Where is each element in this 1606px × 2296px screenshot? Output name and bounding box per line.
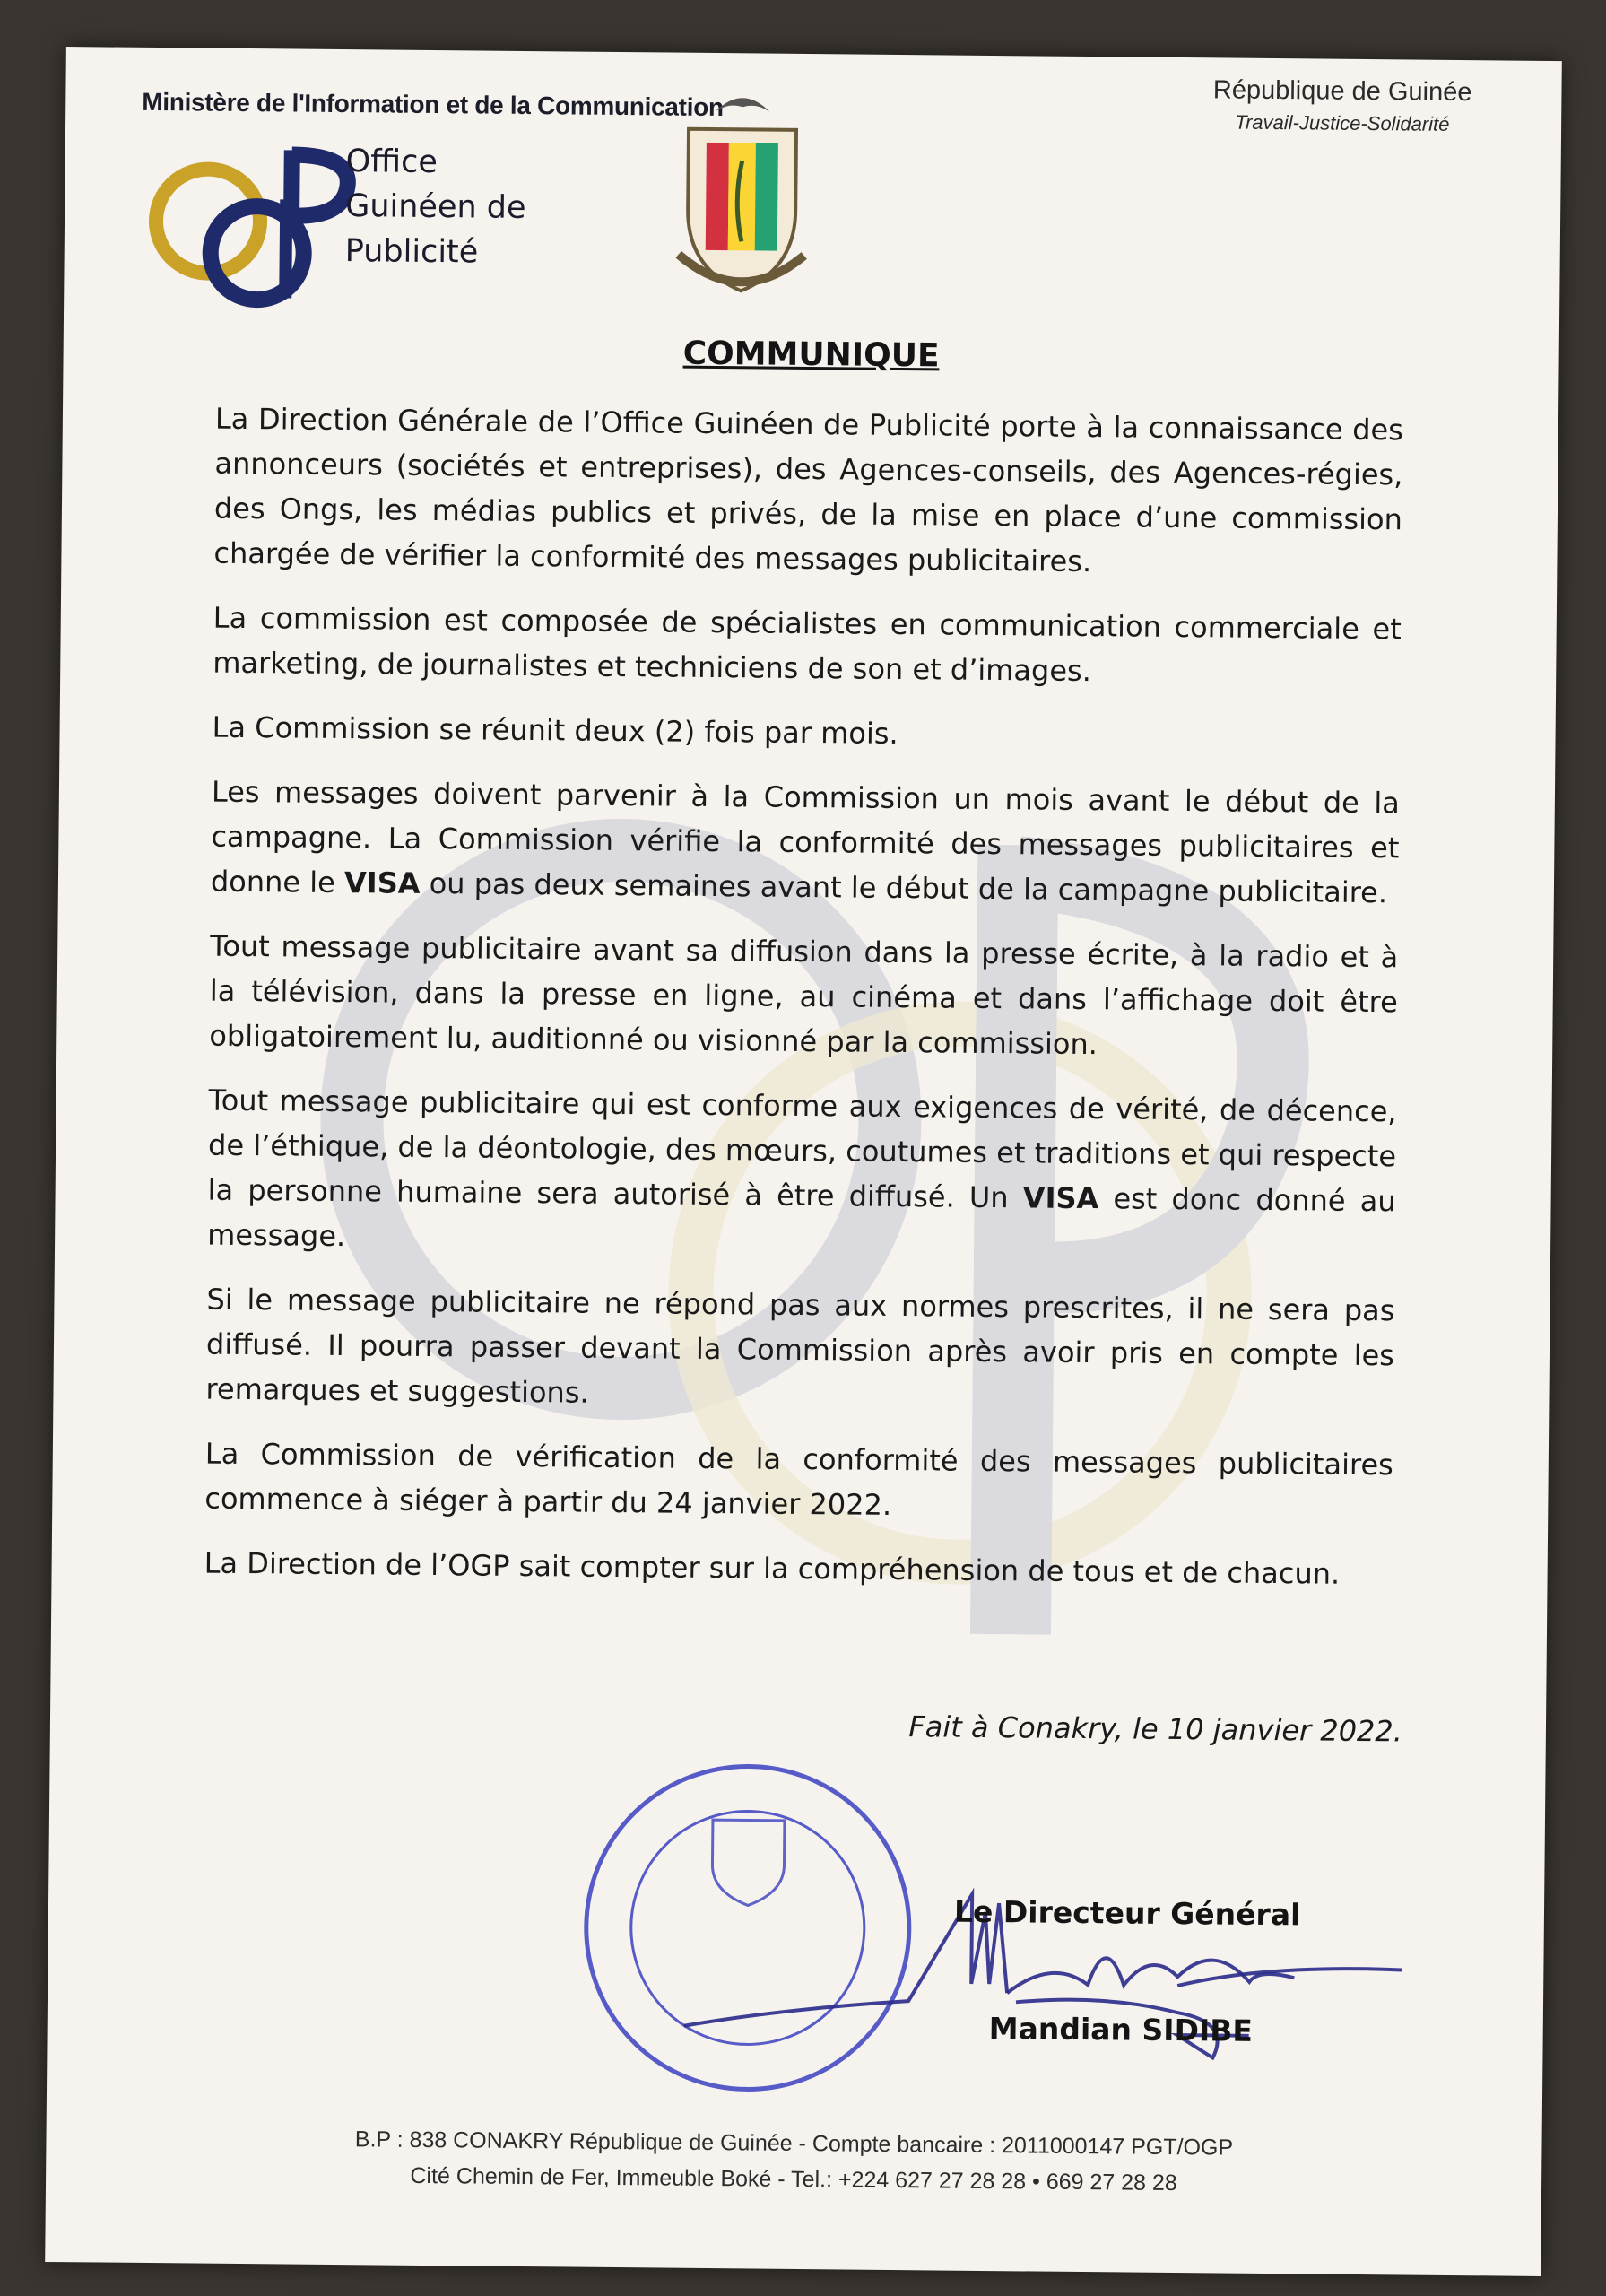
footer-line-address: B.P : 838 CONAKRY République de Guinée - Compte bancaire : 2011000147 PGT/OGP xyxy=(354,2126,1234,2161)
paragraph-5: Tout message publicitaire avant sa diffusion dans la presse écrite, à la radio et à la télévision, dans la presse en ligne, au cinéma et dans l’affichage doit être obligatoirement lu, auditionné ou visionné par la commission. xyxy=(209,928,1399,1062)
guinea-coat-of-arms-icon xyxy=(651,74,832,309)
paragraph-7: Si le message publicitaire ne répond pas aux normes prescrites, il ne sera pas diffusé. Il pourra passer devant la Commission après avoir pris en compte les remarques et suggestions. xyxy=(205,1282,1395,1410)
paragraph-4-text-b: ou pas deux semaines avant le début de la campagne publicitaire. xyxy=(420,865,1388,910)
ministry-name: Ministère de l'Information et de la Communication xyxy=(142,87,724,122)
republic-header xyxy=(1212,75,1471,136)
paragraph-4 xyxy=(211,770,1400,916)
paragraph-1: La Direction Générale de l’Office Guinéen de Publicité porte à la connaissance des annonceurs (sociétés et entreprises), des Agences-conseils, des Agences-régies, des Ongs, les médias publics et privés, de la mise en place d’une commission chargée de vérifier la conformité des messages publicitaires. xyxy=(213,401,1404,579)
paragraph-6-text-b: est donc donné au message. xyxy=(207,1181,1396,1254)
paragraph-4-text-a: Les messages doivent parvenir à la Commission un mois avant le début de la campagne. La Commission vérifie la conformité des messages publicitaires et donne le xyxy=(210,774,1401,900)
logo-line-publicite: Publicité xyxy=(344,233,479,271)
communique-body xyxy=(204,396,1403,1617)
logo-wordmark xyxy=(344,139,526,275)
paragraph-6 xyxy=(207,1078,1397,1269)
footer-line-phone: Cité Chemin de Fer, Immeuble Boké - Tel.: +224 627 27 28 28 • 669 27 28 28 xyxy=(410,2162,1177,2196)
document-page xyxy=(45,47,1562,2276)
paragraph-9: La Direction de l’OGP sait compter sur la compréhension de tous et de chacun. xyxy=(204,1545,1341,1591)
paragraph-2: La commission est composée de spécialistes en communication commerciale et marketing, de journalistes et techniciens de son et d’images. xyxy=(213,600,1402,689)
visa-emphasis: VISA xyxy=(1022,1180,1099,1216)
visa-emphasis: VISA xyxy=(343,865,421,900)
paragraph-8: La Commission de vérification de la conformité des messages publicitaires commence à siéger à partir du 24 janvier 2022. xyxy=(204,1436,1393,1522)
logo-line-office: Office xyxy=(345,144,438,181)
footer-contact xyxy=(46,2118,1542,2205)
national-motto: Travail-Justice-Solidarité xyxy=(1235,110,1450,135)
place-and-date: Fait à Conakry, le 10 janvier 2022. xyxy=(908,1709,1403,1749)
logo-line-guineen: Guinéen de xyxy=(345,188,526,226)
document-title: COMMUNIQUE xyxy=(682,335,940,375)
signatory-name: Mandian SIDIBE xyxy=(988,2011,1254,2048)
signatory-title: Le Directeur Général xyxy=(953,1893,1301,1933)
paragraph-6-text-a: Tout message publicitaire qui est conforme aux exigences de vérité, de décence, de l’éthique, de la déontologie, des mœurs, coutumes et traditions et qui respecte la personne humaine sera autorisé à être diffusé. Un xyxy=(207,1083,1397,1215)
republic-name: République de Guinée xyxy=(1212,75,1472,108)
paragraph-3: La Commission se réunit deux (2) fois par mois. xyxy=(212,709,898,751)
